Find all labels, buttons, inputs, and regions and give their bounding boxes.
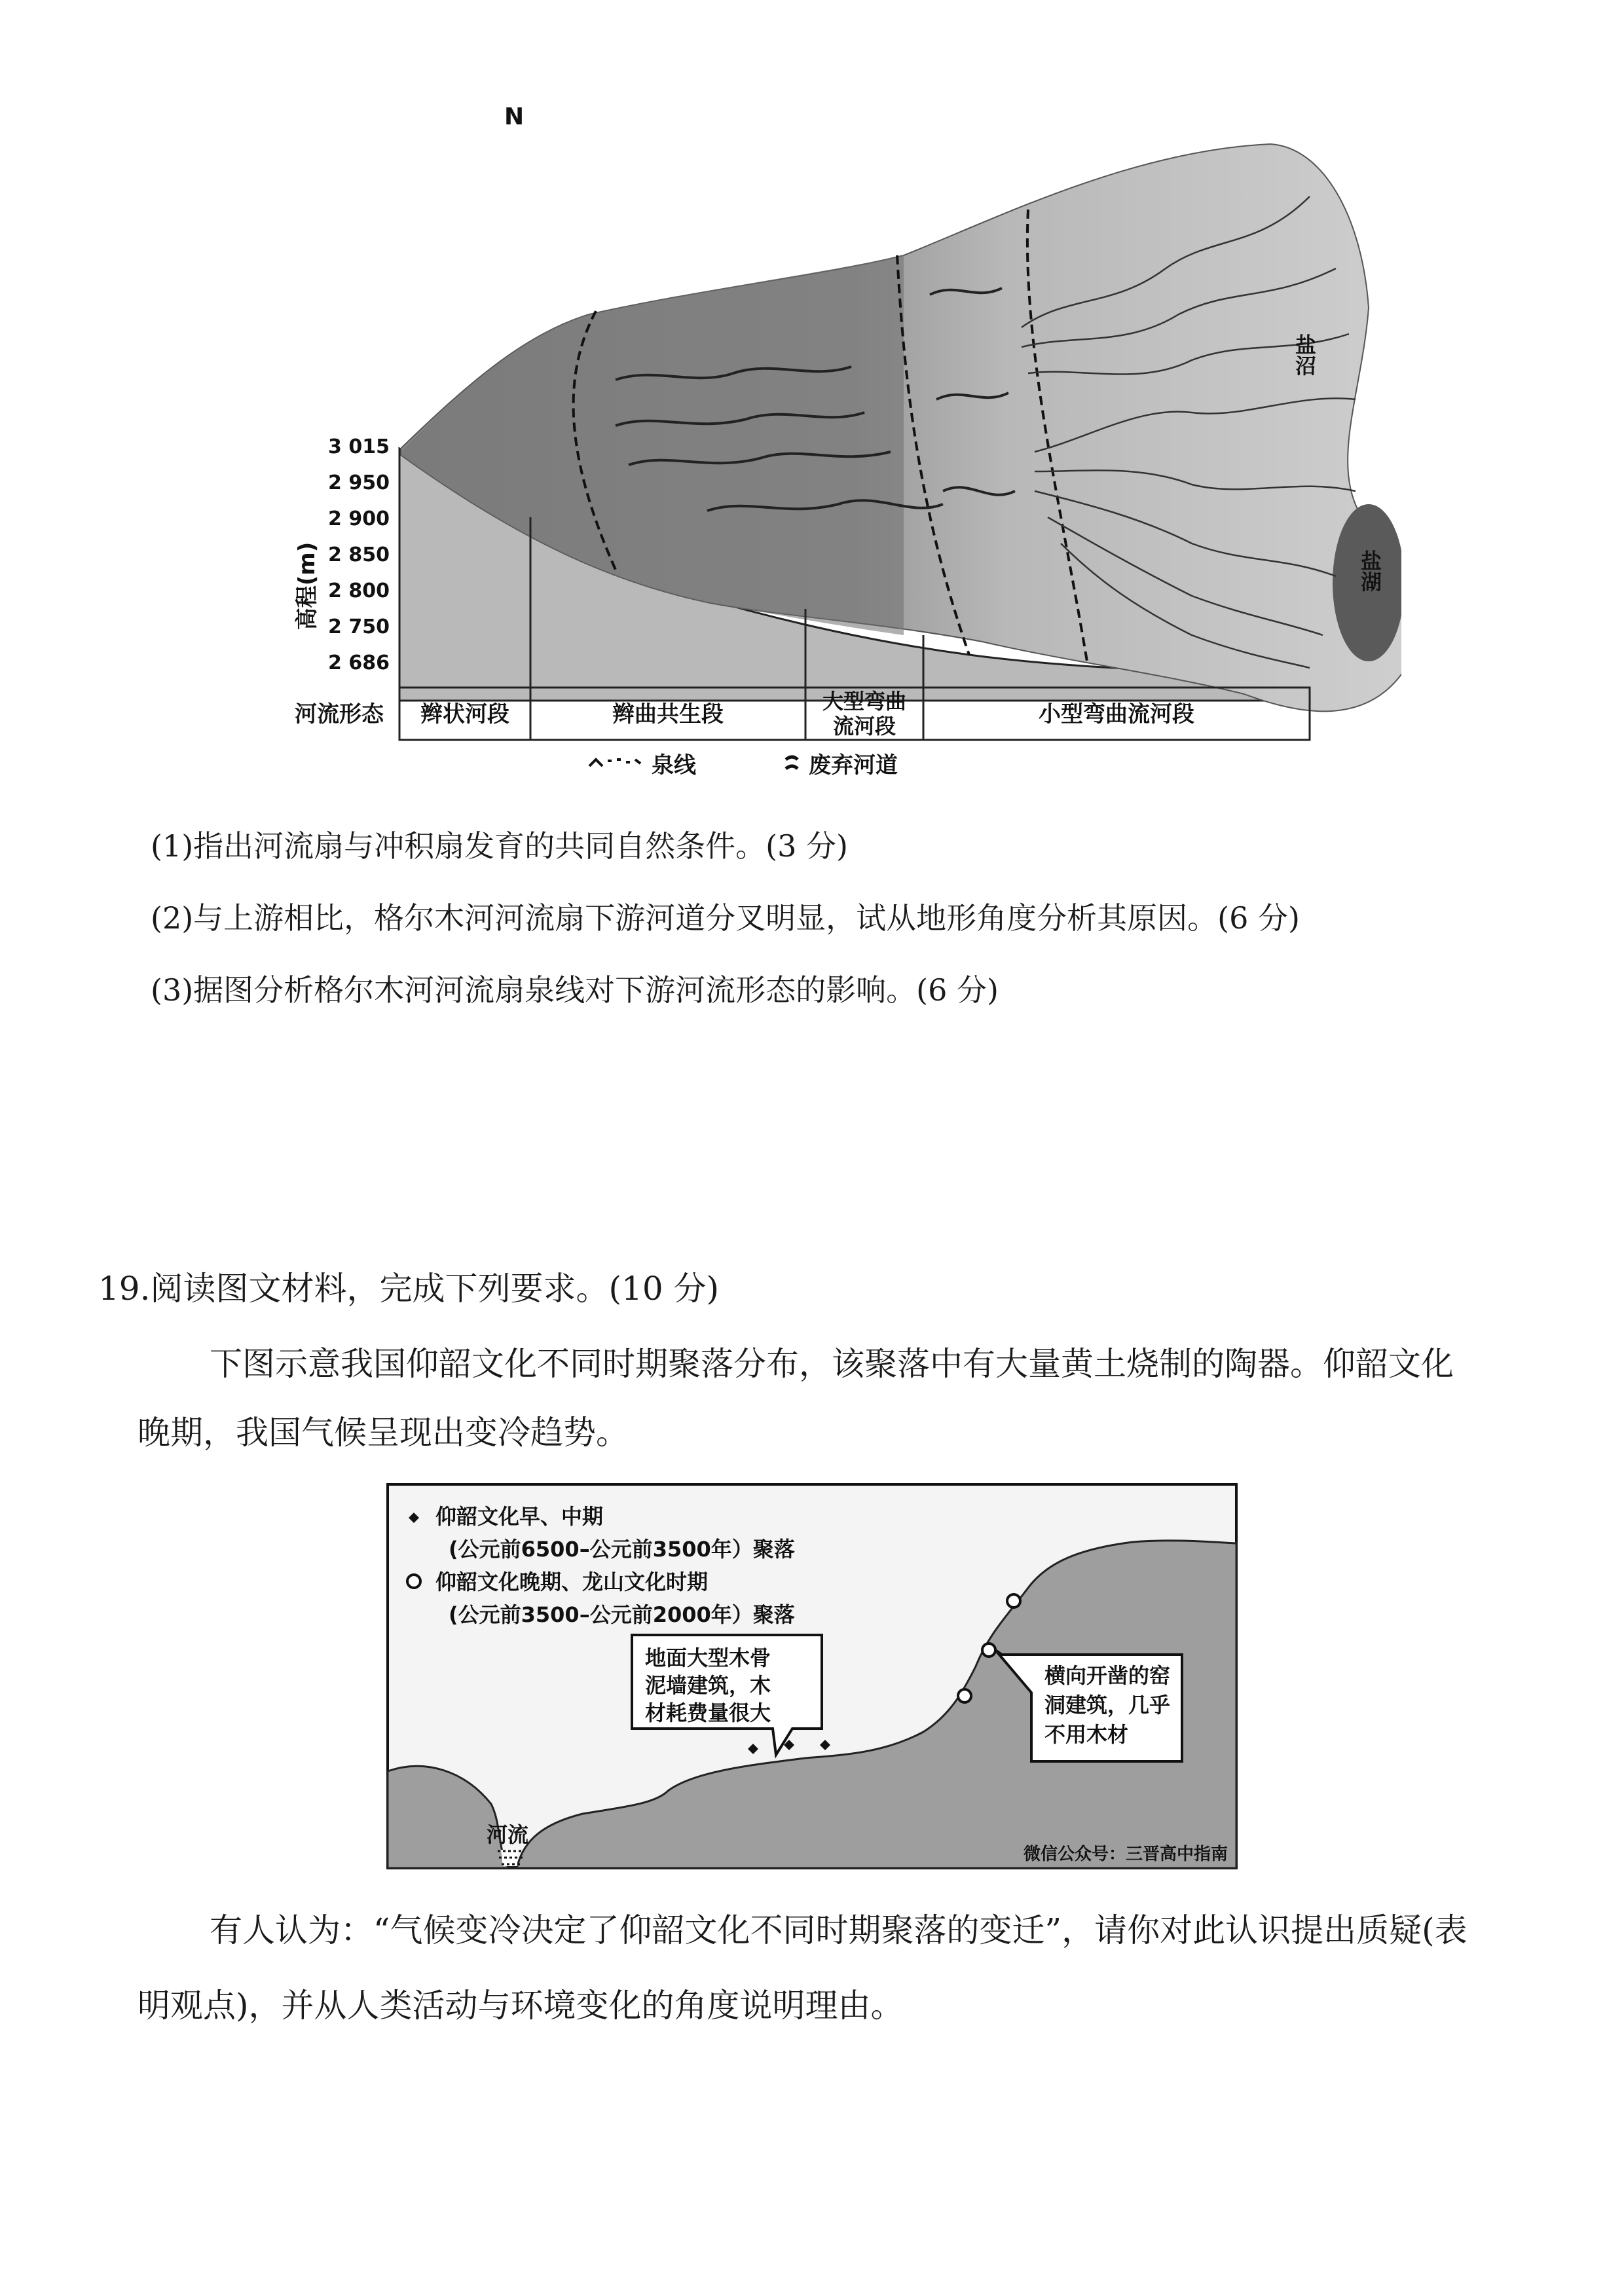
y-tick-label: 2 750 — [328, 615, 390, 638]
callout-left-line3: 材耗费量很大 — [645, 1700, 771, 1725]
callout-right-line2: 洞建筑，几乎 — [1044, 1693, 1171, 1717]
river-label: 河流 — [486, 1822, 529, 1847]
question-19-intro-2: 晚期，我国气候呈现出变冷趋势。 — [138, 1414, 629, 1452]
legend-late-line2: (公元前3500–公元前2000年）聚落 — [449, 1602, 795, 1627]
y-tick-label: 3 015 — [328, 435, 390, 458]
salt-marsh-label: 盐沼 — [1292, 334, 1317, 376]
y-tick-label: 2 686 — [328, 652, 390, 674]
segment-large-meander-2: 流河段 — [832, 714, 896, 739]
question-18-3: (3)据图分析格尔木河河流扇泉线对下游河流形态的影响。(6 分) — [151, 972, 999, 1008]
callout-left-line1: 地面大型木骨 — [645, 1645, 771, 1670]
y-tick-label: 2 950 — [328, 471, 390, 494]
legend-early-line2: (公元前6500–公元前3500年）聚落 — [449, 1537, 795, 1562]
spring-line-legend-icon — [589, 760, 640, 766]
late-settlement-marker — [1007, 1594, 1020, 1607]
north-mark: N — [504, 103, 525, 130]
callout-right-line3: 不用木材 — [1044, 1722, 1129, 1747]
segment-large-meander: 大型弯曲 — [822, 689, 907, 714]
legend-late-line1: 仰韶文化晚期、龙山文化时期 — [435, 1570, 709, 1594]
question-19-prompt-1: 有人认为：“气候变冷决定了仰韶文化不同时期聚落的变迁”，请你对此认识提出质疑(表 — [210, 1911, 1467, 1949]
settlement-figure — [386, 1483, 1238, 1869]
legend-spring-line: 泉线 — [652, 752, 696, 779]
question-18-2: (2)与上游相比，格尔木河河流扇下游河道分叉明显，试从地形角度分析其原因。(6 分) — [151, 900, 1300, 936]
y-axis-label: 高程(m) — [294, 542, 320, 631]
segment-braided: 辫状河段 — [420, 701, 509, 727]
river-fan-figure — [249, 98, 1401, 792]
segment-small-meander: 小型弯曲流河段 — [1039, 701, 1194, 727]
legend-circle-icon — [407, 1575, 420, 1588]
watermark: 微信公众号：三晋高中指南 — [1023, 1845, 1228, 1864]
row-header: 河流形态 — [295, 701, 384, 727]
question-19-intro-1: 下图示意我国仰韶文化不同时期聚落分布，该聚落中有大量黄土烧制的陶器。仰韶文化 — [210, 1345, 1454, 1383]
segment-braided-meander: 辫曲共生段 — [612, 701, 724, 727]
y-tick-label: 2 850 — [328, 543, 390, 566]
late-settlement-marker — [958, 1689, 971, 1702]
question-18-1: (1)指出河流扇与冲积扇发育的共同自然条件。(3 分) — [151, 828, 848, 864]
question-19-prompt-2: 明观点)，并从人类活动与环境变化的角度说明理由。 — [138, 1987, 904, 2025]
y-tick-label: 2 800 — [328, 579, 390, 602]
legend-early-line1: 仰韶文化早、中期 — [435, 1504, 604, 1529]
late-settlement-marker — [982, 1643, 995, 1657]
salt-lake-label: 盐湖 — [1357, 550, 1382, 592]
y-tick-label: 2 900 — [328, 507, 390, 530]
callout-right-line1: 横向开凿的窑 — [1044, 1663, 1171, 1688]
legend-abandoned-channel: 废弃河道 — [809, 752, 898, 779]
callout-left-line2: 泥墙建筑，木 — [645, 1673, 771, 1698]
question-19-title: 19.阅读图文材料，完成下列要求。(10 分) — [98, 1270, 720, 1308]
abandoned-channel-legend-icon — [786, 757, 798, 769]
